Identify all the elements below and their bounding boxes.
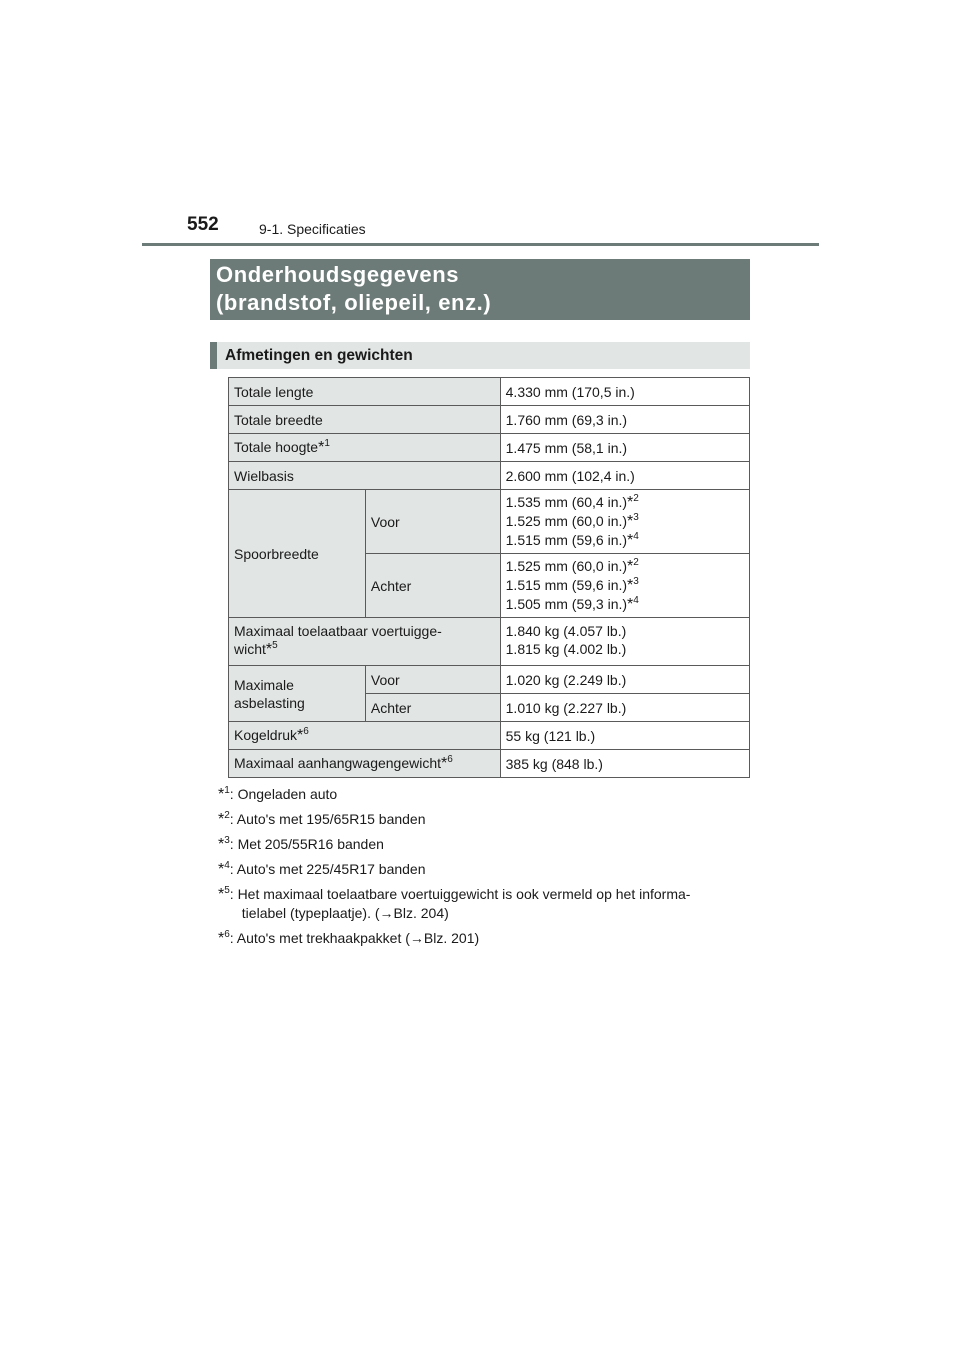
row-value: 1.760 mm (69,3 in.): [500, 406, 749, 434]
row-value: [500, 490, 749, 554]
label-text: Totale hoogte: [234, 439, 319, 455]
row-value: 2.600 mm (102,4 in.): [500, 462, 749, 490]
row-sublabel: Achter: [365, 694, 500, 722]
footnote-ref: 1: [324, 438, 330, 449]
value-line: 1.525 mm (60,0 in.)*$^3$: [505, 512, 639, 530]
table-row: [229, 750, 750, 778]
row-sublabel: Voor: [365, 490, 500, 554]
value-line: 1.840 kg (4.057 lb.): [505, 623, 627, 639]
page-number: 552: [187, 214, 219, 235]
table-row: [229, 490, 750, 554]
table-row: [229, 722, 750, 750]
section-label: 9-1. Specificaties: [259, 221, 366, 237]
specs-table: [228, 377, 750, 778]
page-title: [210, 259, 750, 320]
table-row: [229, 462, 750, 490]
table-row: [229, 434, 750, 462]
row-label: Totale breedte: [229, 406, 501, 434]
footnote-item: *$^4$ : Auto's met 225/45R17 banden: [218, 860, 426, 878]
footnote-item: *$^2$ : Auto's met 195/65R15 banden: [218, 810, 426, 828]
row-label: Maximale asbelasting: [229, 666, 366, 722]
row-value: 1.475 mm (58,1 in.): [500, 434, 749, 462]
table-row: [229, 378, 750, 406]
page-title-line1: Onderhoudsgegevens: [216, 262, 460, 287]
row-label: Maximaal aanhangwagengewicht*$^6$: [229, 750, 501, 778]
row-label: [229, 434, 501, 462]
table-row: [229, 618, 750, 666]
row-value: [500, 618, 749, 666]
row-label: Totale lengte: [229, 378, 501, 406]
header-rule: [142, 243, 819, 246]
row-sublabel: Voor: [365, 666, 500, 694]
footnote-item: *$^1$ : Ongeladen auto: [218, 785, 338, 803]
value-line: 1.515 mm (59,6 in.)*$^4$: [505, 531, 639, 549]
row-value: 55 kg (121 lb.): [500, 722, 749, 750]
row-label: Kogeldruk*$^6$: [229, 722, 501, 750]
value-line: 1.505 mm (59,3 in.)*$^4$: [505, 595, 639, 613]
row-value: [500, 554, 749, 618]
value-line: 1.525 mm (60,0 in.)*$^2$: [505, 557, 639, 575]
row-sublabel: Achter: [365, 554, 500, 618]
table-row: [229, 406, 750, 434]
table-row: [229, 666, 750, 694]
row-value: 1.010 kg (2.227 lb.): [500, 694, 749, 722]
footnote-item: *$^3$ : Met 205/55R16 banden: [218, 835, 384, 853]
value-line: 1.815 kg (4.002 lb.): [505, 641, 627, 657]
footnotes: [218, 785, 746, 954]
value-line: 1.535 mm (60,4 in.)*$^2$: [505, 493, 639, 511]
row-label: Maximaal toelaatbaar voertuigge- wicht*$^5$: [229, 618, 501, 666]
row-label: Wielbasis: [229, 462, 501, 490]
row-value: 4.330 mm (170,5 in.): [500, 378, 749, 406]
section-subtitle: Afmetingen en gewichten: [210, 342, 750, 369]
row-value: 1.020 kg (2.249 lb.): [500, 666, 749, 694]
page-title-line2: (brandstof, oliepeil, enz.): [216, 290, 492, 315]
footnote-item: *$^5$ : Het maximaal toelaatbare voertuiggewicht is ook vermeld op het informa- tielabel (typeplaatje). (→Blz. 204): [218, 885, 691, 921]
footnote-item: *$^6$ : Auto's met trekhaakpakket (→Blz. 201): [218, 929, 480, 947]
footnote-star: *: [318, 439, 325, 456]
row-value: 385 kg (848 lb.): [500, 750, 749, 778]
value-line: 1.515 mm (59,6 in.)*$^3$: [505, 576, 639, 594]
row-label: Spoorbreedte: [229, 490, 366, 618]
